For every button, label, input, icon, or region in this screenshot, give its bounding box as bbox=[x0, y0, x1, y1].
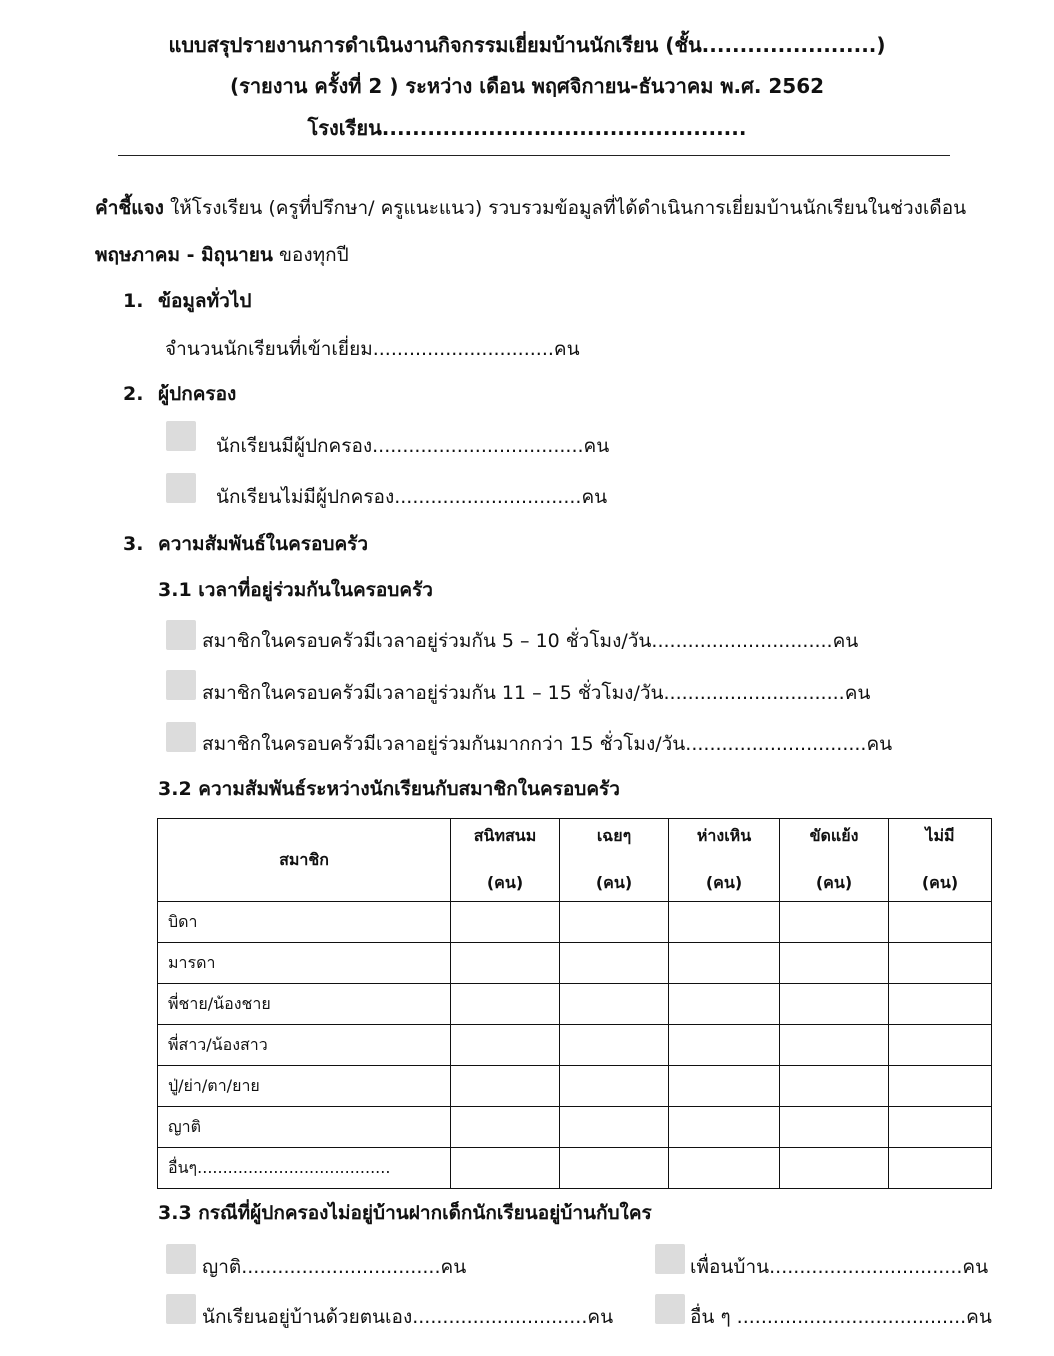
table-cell[interactable] bbox=[669, 1107, 780, 1148]
others-label: อื่น ๆ ......................................คน bbox=[690, 1306, 992, 1328]
instructions-months: พฤษภาคม - มิถุนายน bbox=[95, 244, 273, 266]
form-subtitle: (รายงาน ครั้งที่ 2 ) ระหว่าง เดือน พฤศจิกายน-ธันวาคม พ.ศ. 2562 bbox=[229, 74, 825, 98]
table-cell[interactable] bbox=[560, 984, 669, 1025]
column-header-none: ไม่มี (คน) bbox=[889, 819, 992, 902]
column-header-distant: ห่างเหิน (คน) bbox=[669, 819, 780, 902]
table-cell[interactable] bbox=[560, 943, 669, 984]
time-over-15-checkbox[interactable] bbox=[166, 722, 196, 752]
table-cell[interactable] bbox=[451, 1107, 560, 1148]
member-name: มารดา bbox=[158, 943, 451, 984]
table-row bbox=[158, 1025, 992, 1066]
table-cell[interactable] bbox=[780, 1107, 889, 1148]
table-cell[interactable] bbox=[889, 943, 992, 984]
member-name: พี่ชาย/น้องชาย bbox=[158, 984, 451, 1025]
instructions-line1 bbox=[95, 199, 966, 218]
table-cell[interactable] bbox=[560, 902, 669, 943]
member-name: พี่สาว/น้องสาว bbox=[158, 1025, 451, 1066]
section2-number: 2. bbox=[123, 383, 144, 405]
member-name: ญาติ bbox=[158, 1107, 451, 1148]
section3-number: 3. bbox=[123, 533, 144, 555]
has-guardian-label: นักเรียนมีผู้ปกครอง...................................คน bbox=[216, 435, 610, 457]
table-header-row bbox=[158, 819, 992, 902]
table-cell[interactable] bbox=[560, 1107, 669, 1148]
relatives-label: ญาติ.................................คน bbox=[202, 1256, 467, 1278]
sub3-title: 3.3 กรณีที่ผู้ปกครองไม่อยู่บ้านฝากเด็กนักเรียนอยู่บ้านกับใคร bbox=[158, 1202, 652, 1224]
section2-title: ผู้ปกครอง bbox=[158, 383, 237, 405]
column-header-conflict: ขัดแย้ง (คน) bbox=[780, 819, 889, 902]
instructions-line2 bbox=[95, 246, 349, 265]
table-cell[interactable] bbox=[451, 1025, 560, 1066]
column-header-neutral: เฉยๆ (คน) bbox=[560, 819, 669, 902]
table-cell[interactable] bbox=[780, 984, 889, 1025]
table-cell[interactable] bbox=[451, 902, 560, 943]
form-title: แบบสรุปรายงานการดำเนินงานกิจกรรมเยี่ยมบ้านนักเรียน (ชั้น.......................) bbox=[168, 33, 886, 57]
table-row bbox=[158, 984, 992, 1025]
table-cell[interactable] bbox=[451, 943, 560, 984]
table-row bbox=[158, 902, 992, 943]
neighbors-checkbox[interactable] bbox=[655, 1244, 685, 1274]
sub2-title: 3.2 ความสัมพันธ์ระหว่างนักเรียนกับสมาชิกในครอบครัว bbox=[158, 778, 620, 800]
table-cell[interactable] bbox=[451, 1148, 560, 1189]
sub1-title: 3.1 เวลาที่อยู่ร่วมกันในครอบครัว bbox=[158, 579, 433, 601]
table-cell[interactable] bbox=[669, 1148, 780, 1189]
time-5-10-checkbox[interactable] bbox=[166, 620, 196, 650]
time-over-15-label: สมาชิกในครอบครัวมีเวลาอยู่ร่วมกันมากกว่า 15 ชั่วโมง/วัน..............................คน bbox=[202, 733, 893, 755]
section1-title: ข้อมูลทั่วไป bbox=[158, 290, 252, 312]
instructions-text2: ของทุกปี bbox=[272, 244, 349, 266]
section3-title: ความสัมพันธ์ในครอบครัว bbox=[158, 533, 369, 555]
member-name-other[interactable]: อื่นๆ...................................... bbox=[158, 1148, 451, 1189]
column-header-close: สนิทสนม (คน) bbox=[451, 819, 560, 902]
table-cell[interactable] bbox=[669, 902, 780, 943]
table-cell[interactable] bbox=[669, 1066, 780, 1107]
time-11-15-checkbox[interactable] bbox=[166, 670, 196, 700]
table-cell[interactable] bbox=[889, 984, 992, 1025]
school-line: โรงเรียน................................................ bbox=[307, 116, 747, 140]
table-cell[interactable] bbox=[780, 1148, 889, 1189]
header-divider bbox=[118, 155, 950, 156]
table-cell[interactable] bbox=[780, 943, 889, 984]
table-row bbox=[158, 1107, 992, 1148]
table-cell[interactable] bbox=[889, 1066, 992, 1107]
table-cell[interactable] bbox=[669, 943, 780, 984]
no-guardian-checkbox[interactable] bbox=[166, 473, 196, 503]
neighbors-label: เพื่อนบ้าน................................คน bbox=[690, 1256, 989, 1278]
table-row bbox=[158, 1066, 992, 1107]
table-cell[interactable] bbox=[669, 1025, 780, 1066]
has-guardian-checkbox[interactable] bbox=[166, 421, 196, 451]
instructions-label: คำชี้แจง bbox=[95, 197, 164, 219]
others-checkbox[interactable] bbox=[655, 1294, 685, 1324]
time-5-10-label: สมาชิกในครอบครัวมีเวลาอยู่ร่วมกัน 5 – 10 ชั่วโมง/วัน..............................คน bbox=[202, 630, 859, 652]
table-cell[interactable] bbox=[451, 1066, 560, 1107]
no-guardian-label: นักเรียนไม่มีผู้ปกครอง...............................คน bbox=[216, 486, 608, 508]
relationship-table bbox=[157, 818, 992, 1189]
table-cell[interactable] bbox=[889, 1148, 992, 1189]
table-cell[interactable] bbox=[889, 902, 992, 943]
table-cell[interactable] bbox=[669, 984, 780, 1025]
table-cell[interactable] bbox=[780, 902, 889, 943]
table-cell[interactable] bbox=[560, 1025, 669, 1066]
table-cell[interactable] bbox=[780, 1025, 889, 1066]
table-cell[interactable] bbox=[560, 1066, 669, 1107]
relatives-checkbox[interactable] bbox=[166, 1244, 196, 1274]
member-name: ปู่/ย่า/ตา/ยาย bbox=[158, 1066, 451, 1107]
instructions-text: ให้โรงเรียน (ครูที่ปรึกษา/ ครูแนะแนว) รวบรวมข้อมูลที่ได้ดำเนินการเยี่ยมบ้านนักเรียนในช่วงเดือน bbox=[163, 197, 967, 219]
alone-label: นักเรียนอยู่บ้านด้วยตนเอง.............................คน bbox=[202, 1306, 614, 1328]
table-cell[interactable] bbox=[889, 1025, 992, 1066]
table-cell[interactable] bbox=[780, 1066, 889, 1107]
table-cell[interactable] bbox=[451, 984, 560, 1025]
table-row bbox=[158, 943, 992, 984]
member-name: บิดา bbox=[158, 902, 451, 943]
table-cell[interactable] bbox=[889, 1107, 992, 1148]
section1-number: 1. bbox=[123, 290, 144, 312]
member-column-header: สมาชิก bbox=[158, 819, 451, 902]
time-11-15-label: สมาชิกในครอบครัวมีเวลาอยู่ร่วมกัน 11 – 15 ชั่วโมง/วัน..............................คน bbox=[202, 682, 871, 704]
table-row bbox=[158, 1148, 992, 1189]
visited-count-field[interactable]: จำนวนนักเรียนที่เข้าเยี่ยม..............................คน bbox=[165, 338, 580, 360]
table-cell[interactable] bbox=[560, 1148, 669, 1189]
alone-checkbox[interactable] bbox=[166, 1294, 196, 1324]
